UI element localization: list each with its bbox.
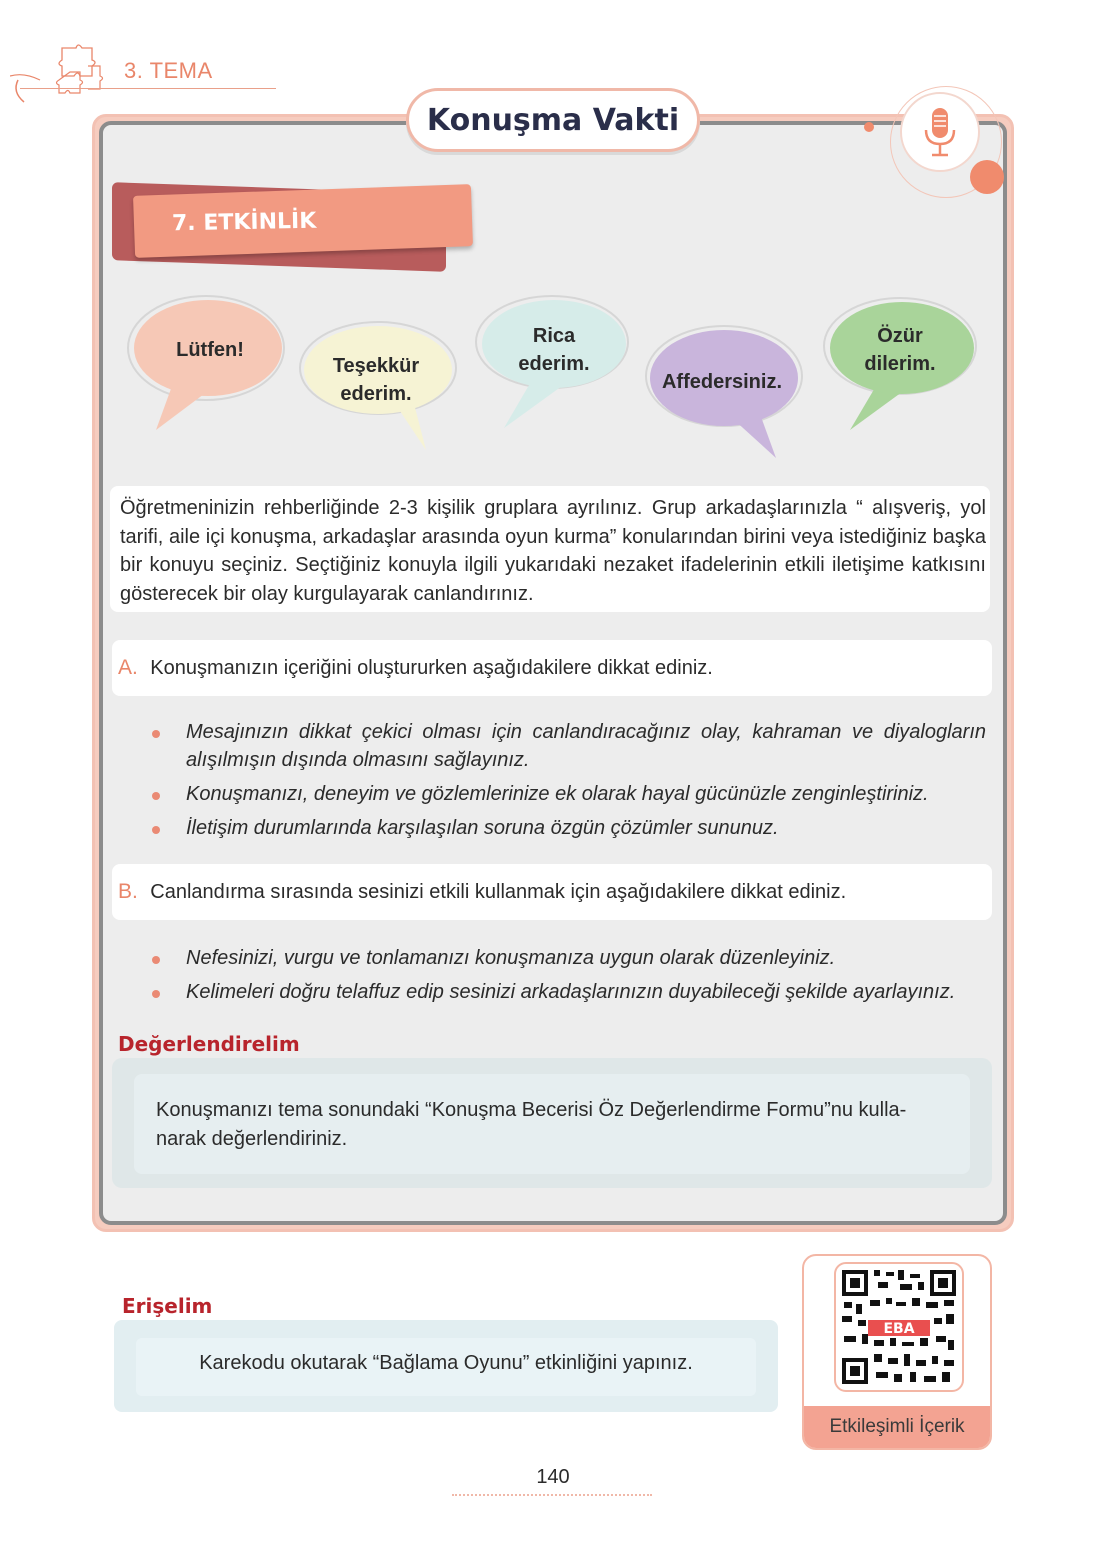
qr-brand: EBA (883, 1321, 915, 1337)
decor-dot-large (970, 160, 1004, 194)
microphone-icon (902, 94, 978, 170)
section-b-list (150, 944, 986, 1012)
section-a-letter: A. (118, 656, 138, 679)
header-divider (20, 88, 276, 89)
page-number: 140 (536, 1466, 570, 1488)
speech-bubbles (112, 290, 992, 470)
qr-code-icon[interactable] (840, 1268, 958, 1386)
bullet-icon (152, 990, 160, 998)
bubble-text-1: Lütfen! (176, 339, 244, 361)
evaluation-text: Konuşmanızı tema sonundaki “Konuşma Becerisi Öz Değerlendirme Formu”nu kulla-narak değerlendiriniz. (156, 1099, 907, 1150)
bullet-icon (152, 826, 160, 834)
bullet-icon (152, 730, 160, 738)
section-b-heading (118, 880, 846, 904)
bullet-icon (152, 792, 160, 800)
access-title: Erişelim (122, 1294, 213, 1318)
bullet-icon (152, 956, 160, 964)
section-a-heading (118, 656, 713, 680)
intro-paragraph: Öğretmeninizin rehberliğinde 2-3 kişilik gruplara ayrılınız. Grup arkadaşlarınızla “ alışveriş, yol tarifi, aile içi konuşma, arkadaşlar arasında oyun kurma” konularından birini veya istediğiniz başka bir konuyu seçiniz. Seçtiğiniz konuyla ilgili yukarıdaki nezaket ifadelerinin etkili iletişime katkısını gösterecek bir olay kurgulayarak canlandırınız. (120, 497, 986, 605)
page-number-underline (452, 1494, 652, 1499)
bubble-text-2: Teşekkür ederim. (332, 355, 420, 405)
section-b-text: Canlandırma sırasında sesinizi etkili kullanmak için aşağıdakilere dikkat ediniz. (150, 881, 847, 903)
list-item: Mesajınızın dikkat çekici olması için canlandıracağınız olay, kahraman ve diyalogların alışılmışın dışında olmasını sağlayınız. (150, 718, 986, 774)
microphone-badge (900, 92, 980, 172)
bubble-text-4: Affedersiniz. (661, 371, 783, 393)
section-a-list (150, 718, 986, 848)
list-item: Nefesinizi, vurgu ve tonlamanızı konuşmanıza uygun olarak düzenleyiniz. (150, 944, 986, 972)
section-b-letter: B. (118, 880, 138, 903)
decor-dot (864, 122, 874, 132)
title-pill (406, 88, 700, 152)
activity-label: 7. ETKİNLİK (171, 208, 317, 237)
access-text: Karekodu okutarak “Bağlama Oyunu” etkinliğini yapınız. (199, 1352, 693, 1374)
list-item: Konuşmanızı, deneyim ve gözlemlerinize ek olarak hayal gücünüzle zenginleştiriniz. (150, 780, 986, 808)
list-item: Kelimeleri doğru telaffuz edip sesinizi arkadaşlarınızın duyabileceği şekilde ayarlayınız. (150, 978, 986, 1006)
bubble-text-3: Rica ederim. (518, 325, 590, 375)
bubble-text-5: Özür dilerim. (864, 325, 936, 375)
section-a-text: Konuşmanızın içeriğini oluştururken aşağıdakilere dikkat ediniz. (150, 657, 713, 679)
puzzle-decoration-icon (10, 42, 120, 106)
theme-label: 3. TEMA (124, 58, 213, 83)
qr-label[interactable]: Etkileşimli İçerik (829, 1416, 965, 1437)
list-item: İletişim durumlarında karşılaşılan soruna özgün çözümler sununuz. (150, 814, 986, 842)
page-title: Konuşma Vakti (426, 102, 680, 138)
evaluation-title: Değerlendirelim (118, 1032, 300, 1056)
